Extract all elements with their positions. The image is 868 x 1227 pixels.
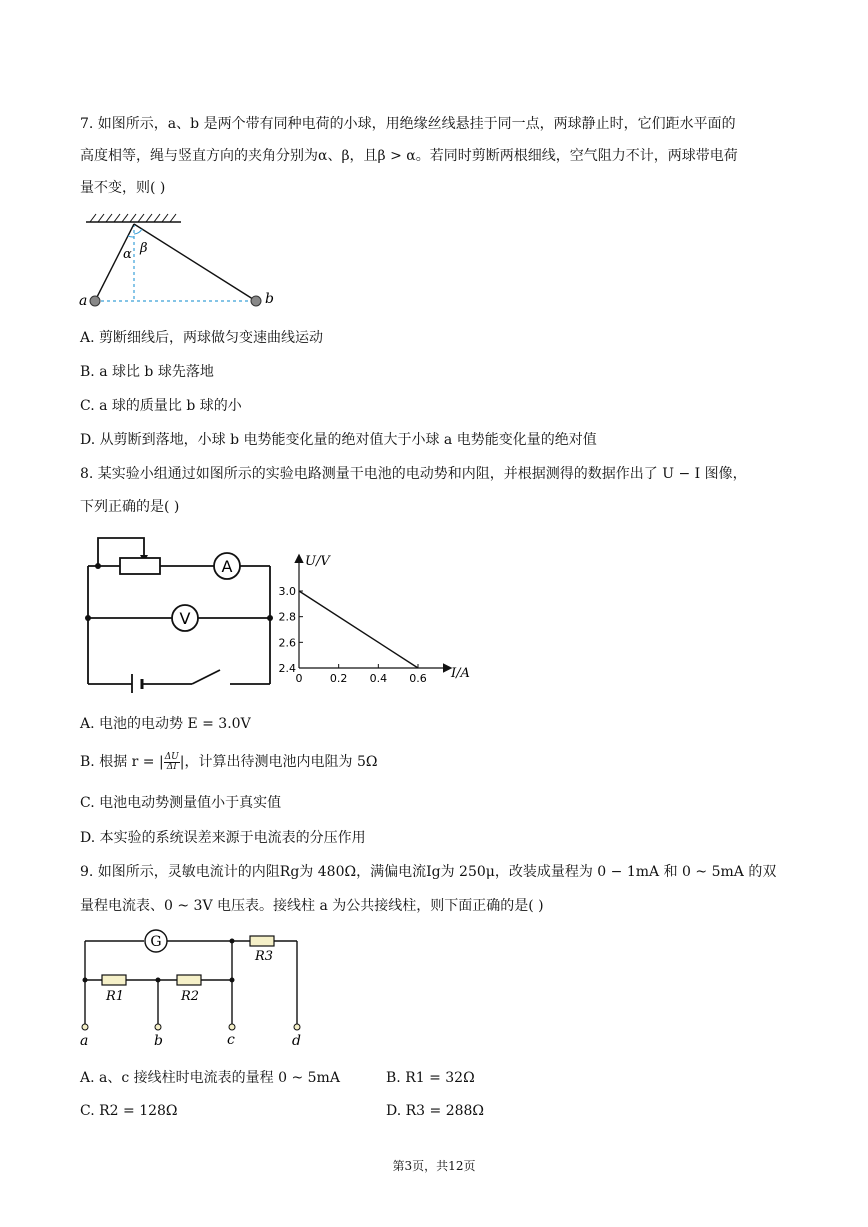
q8-option-d: D. 本实验的系统误差来源于电流表的分压作用	[80, 830, 366, 846]
voltmeter-label: V	[179, 609, 191, 628]
q9-option-d: D. R3 = 288Ω	[386, 1103, 485, 1119]
q9-option-c: C. R2 = 128Ω	[80, 1103, 178, 1119]
q7-option-b: B. a 球比 b 球先落地	[80, 364, 214, 380]
q9-stem-line2: 量程电流表、0 ~ 3V 电压表。接线柱 a 为公共接线柱，则下面正确的是( )	[80, 898, 544, 914]
resistor-r3	[250, 936, 274, 946]
thread-a	[95, 224, 134, 301]
q7-option-d: D. 从剪断到落地，小球 b 电势能变化量的绝对值大于小球 a 电势能变化量的绝对值	[80, 432, 597, 448]
terminal-d-label: d	[292, 1033, 301, 1049]
y-axis-label: U/V	[305, 554, 330, 569]
page-footer: 第3页，共12页	[392, 1159, 476, 1173]
q7-stem-line2: 高度相等，绳与竖直方向的夹角分别为α、β，且β > α。若同时剪断两根细线，空气阻力不计，两球带电荷	[80, 148, 738, 164]
terminal-b-label: b	[154, 1033, 163, 1049]
resistor-r2	[177, 975, 201, 985]
delta-fraction	[164, 753, 180, 772]
y-tick-label: 3.0	[278, 585, 296, 598]
terminal-a[interactable]	[82, 1024, 88, 1030]
q7-stem-line3: 量不变，则( )	[80, 180, 166, 196]
q8-u-i-graph	[272, 548, 482, 684]
q8-option-b-prefix: B. 根据 r = |	[80, 754, 164, 770]
q9-option-b: B. R1 = 32Ω	[386, 1070, 475, 1086]
terminal-a-label: a	[80, 1033, 89, 1049]
y-tick-label: 2.4	[278, 662, 296, 675]
q8-circuit-figure	[80, 528, 280, 693]
q7-stem-line1: 7. 如图所示，a、b 是两个带有同种电荷的小球，用绝缘丝线悬挂于同一点，两球静止时，它们距水平面的	[80, 116, 736, 132]
q9-circuit-figure	[72, 928, 322, 1050]
x-tick-label: 0.4	[369, 672, 388, 684]
label-alpha: α	[123, 247, 132, 262]
fraction-denominator: ΔI	[166, 761, 177, 772]
y-tick-label: 2.6	[278, 636, 296, 650]
ball-b	[251, 296, 261, 306]
terminal-c[interactable]	[229, 1024, 235, 1030]
galvanometer-label: G	[150, 934, 162, 950]
r1-label: R1	[106, 989, 125, 1004]
thread-b	[134, 224, 256, 301]
q8-option-b	[80, 752, 377, 772]
q8-option-a: A. 电池的电动势 E = 3.0V	[80, 716, 251, 732]
label-beta: β	[140, 241, 148, 256]
q7-option-c: C. a 球的质量比 b 球的小	[80, 398, 242, 414]
u-i-series-line	[299, 591, 418, 668]
x-tick-label: 0.2	[329, 672, 348, 684]
q7-pendulum-figure	[76, 212, 286, 312]
fraction-numerator: ΔU	[164, 751, 179, 762]
angle-beta-arc	[134, 229, 142, 234]
resistor-r1	[102, 975, 126, 985]
q9-option-a: A. a、c 接线柱时电流表的量程 0 ~ 5mA	[80, 1070, 340, 1086]
r3-label: R3	[255, 949, 274, 964]
terminal-d[interactable]	[294, 1024, 300, 1030]
ceiling-hatch	[90, 214, 176, 222]
terminal-b[interactable]	[155, 1024, 161, 1030]
rheostat	[120, 558, 160, 574]
q8-stem-line2: 下列正确的是( )	[80, 499, 180, 515]
x-tick-label: 0	[295, 672, 303, 684]
switch	[192, 670, 220, 684]
ammeter-label: A	[221, 557, 233, 576]
q9-stem-line1: 9. 如图所示，灵敏电流计的内阻Rg为 480Ω，满偏电流Ig为 250μ，改装成量程为 0 − 1mA 和 0 ~ 5mA 的双	[80, 864, 777, 880]
terminal-c-label: c	[227, 1032, 235, 1048]
label-b: b	[265, 291, 274, 307]
q8-option-b-suffix: |，计算出待测电池内电阻为 5Ω	[179, 754, 378, 770]
angle-alpha-arc	[128, 236, 134, 237]
x-axis-label: I/A	[451, 666, 470, 681]
y-tick-label: 2.8	[278, 610, 296, 624]
r2-label: R2	[181, 989, 200, 1004]
q7-option-a: A. 剪断细线后，两球做匀变速曲线运动	[80, 330, 324, 346]
q8-option-c: C. 电池电动势测量值小于真实值	[80, 795, 282, 811]
ball-a	[90, 296, 100, 306]
q8-stem-line1: 8. 某实验小组通过如图所示的实验电路测量干电池的电动势和内阻，并根据测得的数据作出了 U − I 图像，	[80, 466, 747, 482]
x-tick-label: 0.6	[409, 672, 427, 684]
label-a: a	[79, 293, 88, 309]
